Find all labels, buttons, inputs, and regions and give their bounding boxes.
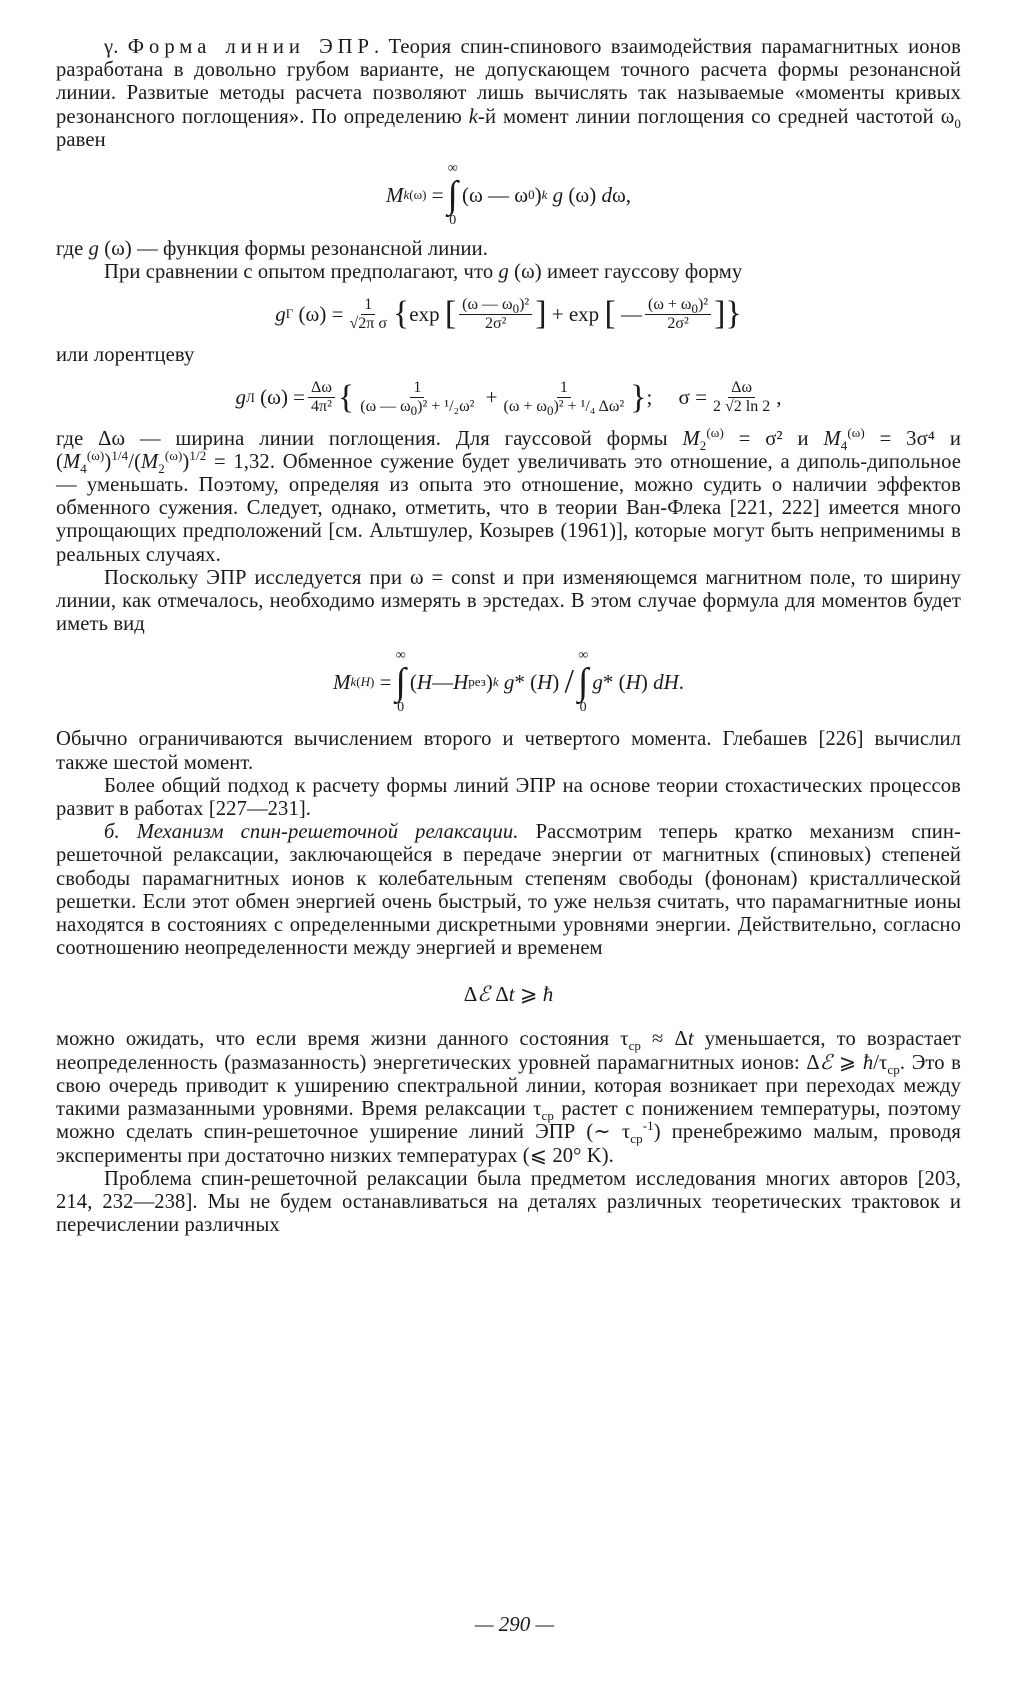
- equation-lorentz: g Л (ω) = $\frac{\Delta\omega}{\text{4π²}}$ { $\frac{1}{(\omega — \omega_0)^2 + ^1/_2\omega^2}$ + $\frac{1}{(\omega + \omega_0)^2 + ^1/_4 \Delta\omega^2}$ } ; σ = $\frac{\Delta\omega}{2 √2 \ln 2}$ ,: [235, 378, 782, 419]
- page-number: — 290 —: [474, 1612, 555, 1636]
- paragraph-lorentz-intro: или лорентцеву: [56, 344, 195, 367]
- paragraph-linewidth: где Δω — ширина линии поглощения. Для гауссовой формы $M_2^{(\omega)} = \sigma^2$ и $M_4^{(\omega)} = 3\sigma^4$ и $(M_4^{(\omega)})^{1/4}/(M_2^{(\omega)})^{1/2} = 1,32$. Обменное сужение будет увеличивать это отношение, а диполь-дипольное — уменьшать. Поэтому, определяя из опыта это отношение, можно судить о наличии эффектов обменного сужения. Следует, однако, отметить, что в теории Ван-Флека [221, 222] имеется много упрощающих предположений [см. Альтшулер, Козырев (1961)], которые могут быть неприменимы в реальных случаях.: [56, 424, 961, 566]
- paragraph-oersted: Поскольку ЭПР исследуется при ω = const и при изменяющемся магнитном поле, то ширину линии, как отмечалось, необходимо измерять в эрстедах. В этом случае формула для моментов будет иметь вид: [56, 566, 961, 636]
- document-page: [56, 36, 961, 1237]
- paragraph-problem: Проблема спин-решеточной релаксации была предметом исследования многих авторов [203, 214, 232—238]. Мы не будем останавливаться на деталях различных теоретических трактовок и перечислении различных: [56, 1167, 961, 1237]
- paragraph-g-definition: где g (ω) — функция формы резонансной линии.: [56, 238, 488, 261]
- paragraph-gauss-intro: При сравнении с опытом предполагают, что g (ω) имеет гауссову форму: [104, 261, 743, 284]
- paragraph-epr-line-shape: γ. Форма линии ЭПР. Теория спин-спинового взаимодействия парамагнитных ионов разработана в довольно грубом варианте, не допускающем точного расчета формы резонансной линии. Развитые методы расчета позволяют лишь вычислять так называемые «моменты кривых резонансного поглощения». По определению k-й момент линии поглощения со средней частотой $\omega_0$ равен: [56, 36, 961, 151]
- paragraph-stochastic: Более общий подход к расчету формы линий ЭПР на основе теории стохастических процессов развит в работах [227—231].: [56, 774, 961, 821]
- paragraph-moments: Обычно ограничиваются вычислением второго и четвертого момента. Глебашев [226] вычислил также шестой момент.: [56, 728, 961, 774]
- equation-moment-h: M k (H) = ∞ ∫ 0 ( H — H рез ) k g * ( H ) / ∞ ∫ 0 g * ( H ) dH .: [333, 648, 684, 716]
- equation-gauss: g Г (ω) = $\frac{1}{\text{√2π σ}}$ { exp [ $\frac{(\omega — \omega_0)^2}{\text{2σ²}}$ ] + exp [ — $\frac{(\omega + \omega_0)^2}{\text{2σ²}}$ ]}: [275, 295, 742, 333]
- equation-moment-omega: M k (ω) = ∞ ∫ 0 (ω — ω 0 ) k g (ω) d ω,: [385, 161, 632, 229]
- paragraph-spin-lattice: б. Механизм спин-решеточной релаксации. Рассмотрим теперь кратко механизм спин-решеточной релаксации, заключающейся в передаче энергии от магнитных (спиновых) степеней свободы парамагнитных ионов к колебательным степеням свободы (фононам) кристаллической решетки. Если этот обмен энергией очень быстрый, то уже нельзя считать, что парамагнитные ионы находятся в состояниях с определенными дискретными уровнями энергии. Действительно, согласно соотношению неопределенности между энергией и временем: [56, 821, 961, 960]
- paragraph-broadening: можно ожидать, что если время жизни данного состояния $\tau_{ср} \approx \Delta t$ уменьшается, то возрастает неопределенность (размазанность) энергетических уровней парамагнитных ионов: Δℰ ⩾ $ħ/\tau_{ср}$. Это в свою очередь приводит к уширению спектральной линии, которая возникает при переходах между такими размазанными уровнями. Время релаксации $\tau_{ср}$ растет с понижением температуры, поэтому можно сделать спин-решеточное уширение линий ЭПР (∼ $\tau_{ср}^{-1}$) пренебрежимо малым, проводя эксперименты при достаточно низких температурах (⩽ 20° K).: [56, 1028, 962, 1167]
- equation-uncertainty: Δ ℰ Δ t ⩾ ħ: [463, 981, 554, 1006]
